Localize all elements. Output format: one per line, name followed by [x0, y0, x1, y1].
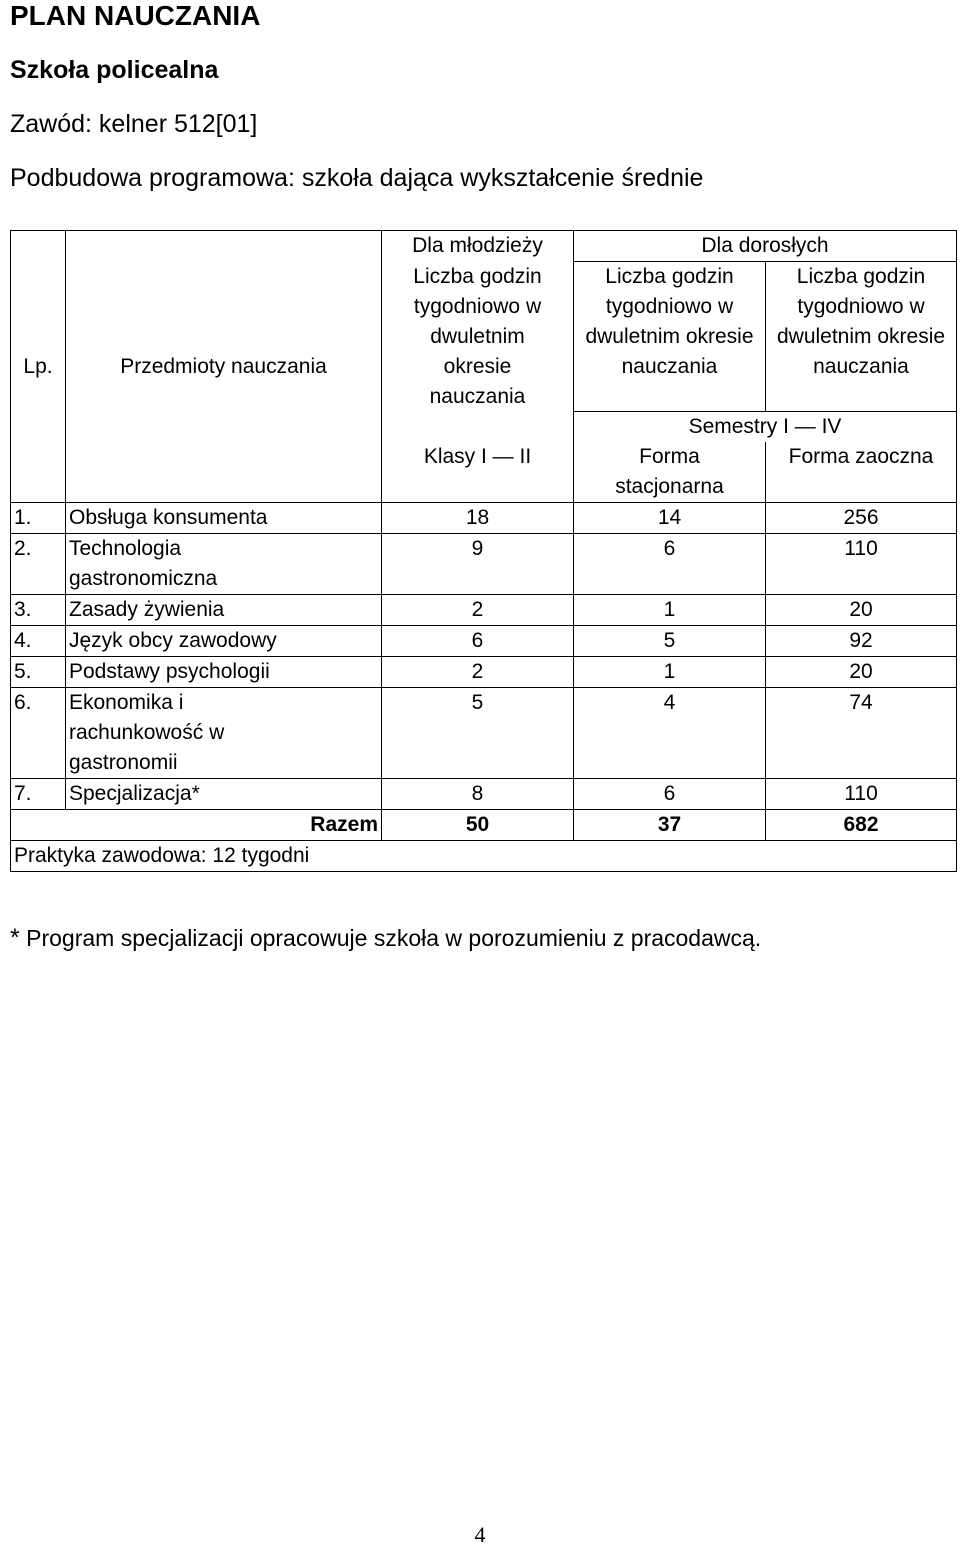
- row-youth-hours: 18: [382, 503, 574, 534]
- total-row: [11, 810, 957, 841]
- profession: Zawód: kelner 512[01]: [10, 110, 258, 138]
- school-type: Szkoła policealna: [10, 56, 219, 84]
- header-youth-hours: Liczba godzin tygodniowo w dwuletnim okresie nauczania: [382, 262, 574, 412]
- row-youth-hours: 6: [382, 626, 574, 657]
- row-extramural-hours: 110: [766, 779, 957, 810]
- row-subject: Podstawy psychologii: [66, 657, 382, 688]
- row-lp: 1.: [11, 503, 66, 534]
- row-subject: Ekonomika i rachunkowość w gastronomii: [66, 688, 382, 779]
- header-youth-classes: Klasy I — II: [382, 412, 574, 503]
- header-form-extramural: Forma zaoczna: [766, 442, 957, 503]
- total-youth-hours: 50: [382, 810, 574, 841]
- row-subject: Technologia gastronomiczna: [66, 534, 382, 595]
- row-extramural-hours: 20: [766, 595, 957, 626]
- row-youth-hours: 9: [382, 534, 574, 595]
- row-stationary-hours: 6: [574, 534, 766, 595]
- row-lp: 4.: [11, 626, 66, 657]
- row-lp: 6.: [11, 688, 66, 779]
- header-form-stationary: Forma stacjonarna: [574, 442, 766, 503]
- row-stationary-hours: 6: [574, 779, 766, 810]
- row-lp: 5.: [11, 657, 66, 688]
- row-youth-hours: 8: [382, 779, 574, 810]
- row-extramural-hours: 92: [766, 626, 957, 657]
- total-extramural-hours: 682: [766, 810, 957, 841]
- header-semesters: Semestry I — IV: [574, 412, 957, 443]
- row-youth-hours: 5: [382, 688, 574, 779]
- row-stationary-hours: 14: [574, 503, 766, 534]
- row-stationary-hours: 1: [574, 595, 766, 626]
- row-youth-hours: 2: [382, 595, 574, 626]
- table-row: [11, 657, 957, 688]
- footnote-star: *: [10, 924, 20, 952]
- footnote-text: Program specjalizacji opracowuje szkoła w porozumieniu z pracodawcą.: [19, 925, 762, 951]
- row-extramural-hours: 74: [766, 688, 957, 779]
- row-subject: Język obcy zawodowy: [66, 626, 382, 657]
- row-subject: Obsługa konsumenta: [66, 503, 382, 534]
- total-label: Razem: [11, 810, 382, 841]
- table-row: [11, 534, 957, 595]
- table-row: [11, 688, 957, 779]
- total-stationary-hours: 37: [574, 810, 766, 841]
- row-stationary-hours: 4: [574, 688, 766, 779]
- row-lp: 3.: [11, 595, 66, 626]
- header-adults: Dla dorosłych: [574, 231, 957, 262]
- row-subject: Specjalizacja*: [66, 779, 382, 810]
- header-lp: Lp.: [11, 231, 66, 503]
- table-row: [11, 779, 957, 810]
- row-lp: 2.: [11, 534, 66, 595]
- practice-row: [11, 841, 957, 872]
- row-extramural-hours: 110: [766, 534, 957, 595]
- curriculum-basis: Podbudowa programowa: szkoła dająca wykształcenie średnie: [10, 164, 704, 192]
- header-adult-hours-stationary: Liczba godzin tygodniowo w dwuletnim okresie nauczania: [574, 262, 766, 412]
- row-extramural-hours: 256: [766, 503, 957, 534]
- page-number: 4: [474, 1522, 486, 1547]
- row-youth-hours: 2: [382, 657, 574, 688]
- practice-note: Praktyka zawodowa: 12 tygodni: [11, 841, 957, 872]
- table-row: [11, 503, 957, 534]
- row-lp: 7.: [11, 779, 66, 810]
- header-youth: Dla młodzieży: [382, 231, 574, 262]
- table-row: [11, 595, 957, 626]
- row-extramural-hours: 20: [766, 657, 957, 688]
- table-row: [11, 626, 957, 657]
- row-stationary-hours: 1: [574, 657, 766, 688]
- row-stationary-hours: 5: [574, 626, 766, 657]
- curriculum-table: [10, 230, 957, 872]
- header-adult-hours-extramural: Liczba godzin tygodniowo w dwuletnim okresie nauczania: [766, 262, 957, 412]
- footnote: [10, 924, 761, 953]
- row-subject: Zasady żywienia: [66, 595, 382, 626]
- header-subjects: Przedmioty nauczania: [66, 231, 382, 503]
- page-title: PLAN NAUCZANIA: [10, 0, 261, 31]
